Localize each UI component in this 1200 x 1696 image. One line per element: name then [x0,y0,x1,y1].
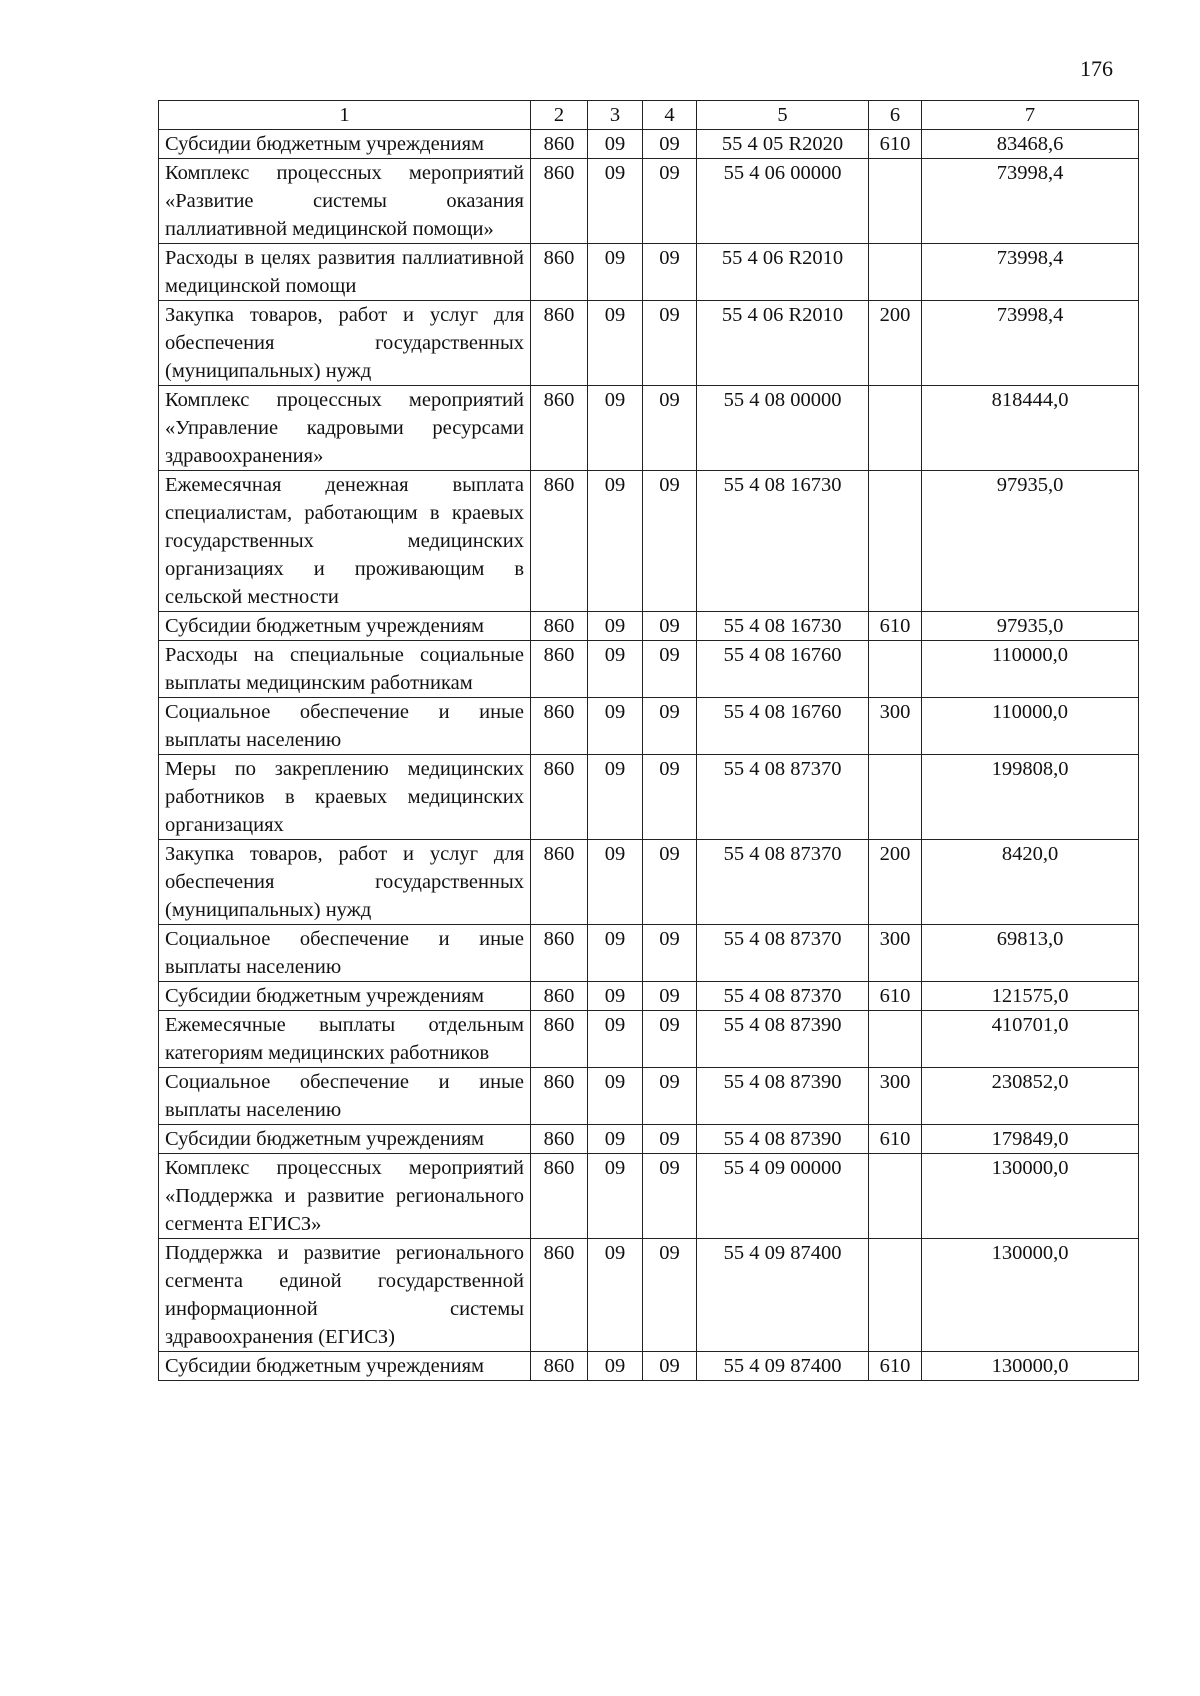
row-section: 09 [588,641,643,698]
row-amount: 410701,0 [922,1011,1139,1068]
header-col-3: 3 [588,101,643,130]
row-ministry-code: 860 [531,1352,588,1381]
row-expense-type [869,755,922,840]
row-ministry-code: 860 [531,612,588,641]
row-target-article: 55 4 08 87390 [697,1011,869,1068]
row-description: Субсидии бюджетным учреждениям [159,612,531,641]
row-subsection: 09 [643,130,697,159]
row-subsection: 09 [643,386,697,471]
row-amount: 230852,0 [922,1068,1139,1125]
row-subsection: 09 [643,1239,697,1352]
row-amount: 130000,0 [922,1239,1139,1352]
row-amount: 97935,0 [922,612,1139,641]
row-subsection: 09 [643,641,697,698]
row-section: 09 [588,1154,643,1239]
row-section: 09 [588,159,643,244]
row-target-article: 55 4 08 16760 [697,641,869,698]
row-target-article: 55 4 08 87370 [697,840,869,925]
row-amount: 69813,0 [922,925,1139,982]
table-body [159,130,1139,1381]
table-row [159,698,1139,755]
row-description: Субсидии бюджетным учреждениям [159,130,531,159]
row-expense-type: 610 [869,612,922,641]
table-row [159,1154,1139,1239]
row-amount: 97935,0 [922,471,1139,612]
row-amount: 179849,0 [922,1125,1139,1154]
table-row [159,612,1139,641]
row-ministry-code: 860 [531,471,588,612]
row-section: 09 [588,698,643,755]
row-subsection: 09 [643,1068,697,1125]
row-description: Ежемесячные выплаты отдельным категориям медицинских работников [159,1011,531,1068]
header-col-4: 4 [643,101,697,130]
row-description: Меры по закреплению медицинских работников в краевых медицинских организациях [159,755,531,840]
header-row [159,101,1139,130]
page-number: 176 [1080,56,1113,81]
table-row [159,982,1139,1011]
row-ministry-code: 860 [531,301,588,386]
row-description: Социальное обеспечение и иные выплаты населению [159,925,531,982]
table-row [159,471,1139,612]
row-target-article: 55 4 08 87390 [697,1125,869,1154]
row-target-article: 55 4 08 87370 [697,982,869,1011]
row-description: Субсидии бюджетным учреждениям [159,1125,531,1154]
row-description: Комплекс процессных мероприятий «Развитие системы оказания паллиативной медицинской помощи» [159,159,531,244]
row-subsection: 09 [643,698,697,755]
row-ministry-code: 860 [531,1125,588,1154]
row-target-article: 55 4 06 00000 [697,159,869,244]
row-ministry-code: 860 [531,130,588,159]
row-amount: 73998,4 [922,301,1139,386]
row-amount: 83468,6 [922,130,1139,159]
row-subsection: 09 [643,982,697,1011]
row-section: 09 [588,1352,643,1381]
header-col-5: 5 [697,101,869,130]
table-row [159,301,1139,386]
row-section: 09 [588,386,643,471]
row-expense-type [869,1239,922,1352]
row-amount: 818444,0 [922,386,1139,471]
row-subsection: 09 [643,755,697,840]
row-subsection: 09 [643,1352,697,1381]
row-amount: 130000,0 [922,1154,1139,1239]
header-col-1: 1 [159,101,531,130]
row-ministry-code: 860 [531,1068,588,1125]
table-row [159,130,1139,159]
row-target-article: 55 4 08 00000 [697,386,869,471]
table-row [159,1352,1139,1381]
row-description: Субсидии бюджетным учреждениям [159,982,531,1011]
row-amount: 130000,0 [922,1352,1139,1381]
row-amount: 110000,0 [922,698,1139,755]
row-section: 09 [588,612,643,641]
row-section: 09 [588,471,643,612]
row-subsection: 09 [643,1011,697,1068]
row-section: 09 [588,1125,643,1154]
row-ministry-code: 860 [531,1011,588,1068]
row-section: 09 [588,1068,643,1125]
row-target-article: 55 4 08 87370 [697,925,869,982]
row-description: Субсидии бюджетным учреждениям [159,1352,531,1381]
row-target-article: 55 4 08 87370 [697,755,869,840]
row-ministry-code: 860 [531,386,588,471]
table-row [159,925,1139,982]
row-description: Комплекс процессных мероприятий «Поддержка и развитие регионального сегмента ЕГИСЗ» [159,1154,531,1239]
row-ministry-code: 860 [531,159,588,244]
row-expense-type: 610 [869,982,922,1011]
row-target-article: 55 4 09 87400 [697,1239,869,1352]
row-expense-type [869,471,922,612]
row-expense-type: 300 [869,698,922,755]
table-row [159,386,1139,471]
row-expense-type [869,1011,922,1068]
row-subsection: 09 [643,840,697,925]
header-col-7: 7 [922,101,1139,130]
row-expense-type: 610 [869,1352,922,1381]
row-ministry-code: 860 [531,698,588,755]
row-subsection: 09 [643,159,697,244]
row-section: 09 [588,301,643,386]
row-ministry-code: 860 [531,1239,588,1352]
row-target-article: 55 4 09 87400 [697,1352,869,1381]
row-description: Расходы на специальные социальные выплаты медицинским работникам [159,641,531,698]
row-expense-type [869,386,922,471]
row-target-article: 55 4 06 R2010 [697,244,869,301]
table-row [159,1125,1139,1154]
row-description: Расходы в целях развития паллиативной медицинской помощи [159,244,531,301]
row-section: 09 [588,1239,643,1352]
table-row [159,641,1139,698]
row-expense-type: 300 [869,925,922,982]
row-subsection: 09 [643,612,697,641]
row-description: Ежемесячная денежная выплата специалистам, работающим в краевых государственных медицинских организациях и проживающим в сельской местности [159,471,531,612]
row-expense-type: 300 [869,1068,922,1125]
row-ministry-code: 860 [531,840,588,925]
row-amount: 73998,4 [922,244,1139,301]
table-row [159,1068,1139,1125]
table-row [159,1239,1139,1352]
row-amount: 8420,0 [922,840,1139,925]
row-section: 09 [588,755,643,840]
row-subsection: 09 [643,925,697,982]
table-row [159,840,1139,925]
row-description: Комплекс процессных мероприятий «Управление кадровыми ресурсами здравоохранения» [159,386,531,471]
row-description: Социальное обеспечение и иные выплаты населению [159,1068,531,1125]
row-description: Поддержка и развитие регионального сегмента единой государственной информационной системы здравоохранения (ЕГИСЗ) [159,1239,531,1352]
row-expense-type: 610 [869,1125,922,1154]
row-description: Закупка товаров, работ и услуг для обеспечения государственных (муниципальных) нужд [159,301,531,386]
row-section: 09 [588,1011,643,1068]
row-target-article: 55 4 08 16730 [697,471,869,612]
row-ministry-code: 860 [531,1154,588,1239]
row-target-article: 55 4 09 00000 [697,1154,869,1239]
table-row [159,755,1139,840]
header-col-6: 6 [869,101,922,130]
budget-table [158,100,1139,1381]
row-expense-type: 200 [869,840,922,925]
row-ministry-code: 860 [531,641,588,698]
row-amount: 110000,0 [922,641,1139,698]
row-description: Социальное обеспечение и иные выплаты населению [159,698,531,755]
row-subsection: 09 [643,244,697,301]
row-subsection: 09 [643,1154,697,1239]
row-ministry-code: 860 [531,982,588,1011]
row-amount: 199808,0 [922,755,1139,840]
row-ministry-code: 860 [531,755,588,840]
row-section: 09 [588,982,643,1011]
row-expense-type [869,641,922,698]
row-expense-type [869,244,922,301]
row-target-article: 55 4 05 R2020 [697,130,869,159]
row-subsection: 09 [643,471,697,612]
table-row [159,1011,1139,1068]
row-target-article: 55 4 08 16730 [697,612,869,641]
row-expense-type [869,1154,922,1239]
row-ministry-code: 860 [531,925,588,982]
row-section: 09 [588,244,643,301]
row-amount: 73998,4 [922,159,1139,244]
table-row [159,159,1139,244]
row-description: Закупка товаров, работ и услуг для обеспечения государственных (муниципальных) нужд [159,840,531,925]
table-row [159,244,1139,301]
row-amount: 121575,0 [922,982,1139,1011]
row-target-article: 55 4 08 87390 [697,1068,869,1125]
row-section: 09 [588,130,643,159]
row-expense-type [869,159,922,244]
header-col-2: 2 [531,101,588,130]
row-target-article: 55 4 06 R2010 [697,301,869,386]
row-ministry-code: 860 [531,244,588,301]
row-section: 09 [588,925,643,982]
row-expense-type: 610 [869,130,922,159]
row-subsection: 09 [643,301,697,386]
row-section: 09 [588,840,643,925]
row-expense-type: 200 [869,301,922,386]
row-subsection: 09 [643,1125,697,1154]
row-target-article: 55 4 08 16760 [697,698,869,755]
